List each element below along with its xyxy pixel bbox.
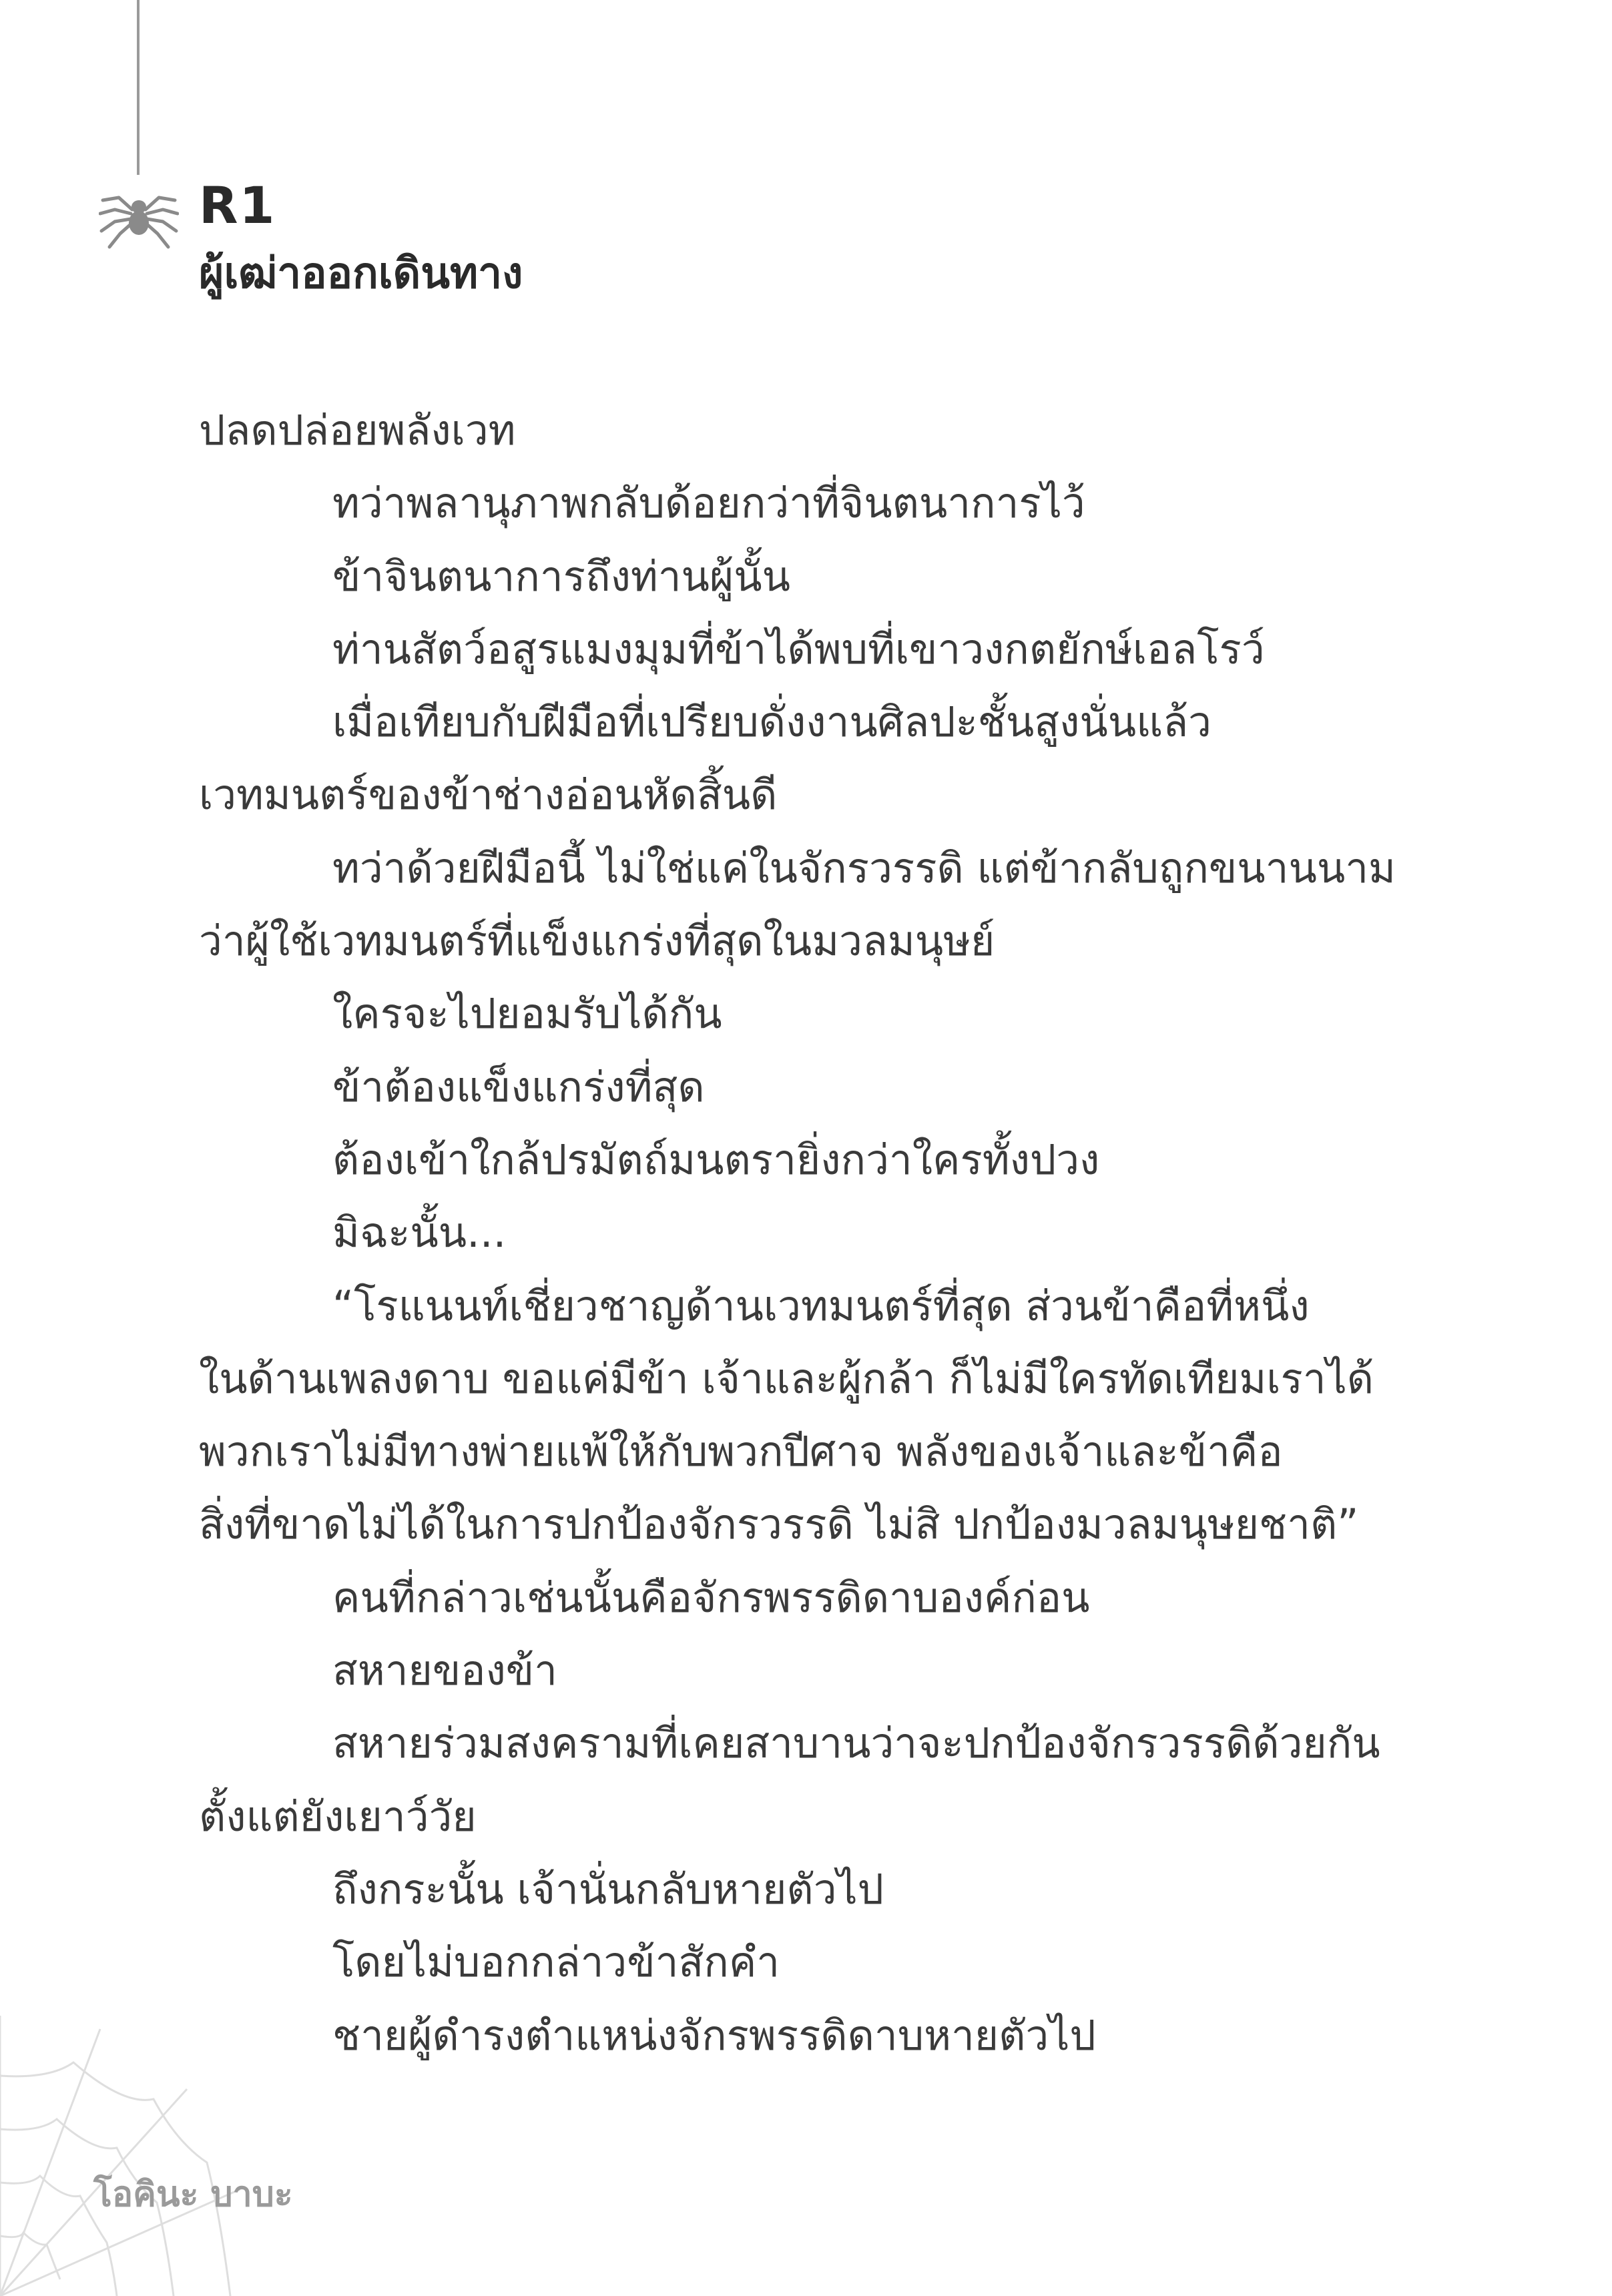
cobweb-icon — [0, 2016, 240, 2296]
text-line: เวทมนตร์ของข้าช่างอ่อนหัดสิ้นดี — [199, 770, 778, 820]
text-line: สหายของข้า — [332, 1646, 557, 1695]
text-line: ชายผู้ดำรงตำแหน่งจักรพรรดิดาบหายตัวไป — [332, 2010, 1096, 2060]
text-line: ทว่าพลานุภาพกลับด้อยกว่าที่จินตนาการไว้ — [332, 479, 1085, 528]
text-line: ปลดปล่อยพลังเวท — [199, 406, 516, 455]
text-line: ถึงกระนั้น เจ้านั่นกลับหายตัวไป — [332, 1864, 884, 1914]
text-line: เมื่อเทียบกับฝีมือที่เปรียบดั่งงานศิลปะชั้นสูงนั่นแล้ว — [332, 697, 1212, 747]
text-line: ท่านสัตว์อสูรแมงมุมที่ข้าได้พบที่เขาวงกตยักษ์เอลโรว์ — [332, 624, 1265, 673]
text-line: ตั้งแต่ยังเยาว์วัย — [199, 1791, 477, 1841]
text-line: พวกเราไม่มีทางพ่ายแพ้ให้กับพวกปีศาจ พลังของเจ้าและข้าคือ — [199, 1427, 1283, 1476]
body-text — [199, 394, 1414, 2072]
text-line: ในด้านเพลงดาบ ขอแค่มีข้า เจ้าและผู้กล้า ก็ไม่มีใครทัดเทียมเราได้ — [199, 1354, 1374, 1403]
text-line: “โรแนนท์เชี่ยวชาญด้านเวทมนตร์ที่สุด ส่วนข้าคือที่หนึ่ง — [332, 1281, 1310, 1330]
text-line: ทว่าด้วยฝีมือนี้ ไม่ใช่แค่ในจักรวรรดิ แต่ข้ากลับถูกขนานนาม — [332, 843, 1396, 892]
spider-thread — [137, 0, 140, 175]
text-line: คนที่กล่าวเช่นนั้นคือจักรพรรดิดาบองค์ก่อน — [332, 1572, 1090, 1622]
text-line: ข้าต้องแข็งแกร่งที่สุด — [332, 1062, 705, 1111]
text-line: สิ่งที่ขาดไม่ได้ในการปกป้องจักรวรรดิ ไม่สิ ปกป้องมวลมนุษยชาติ” — [199, 1500, 1359, 1549]
text-line: โดยไม่บอกกล่าวข้าสักคำ — [332, 1938, 780, 1987]
chapter-number: R1 — [199, 176, 276, 235]
chapter-title: ผู้เฒ่าออกเดินทาง — [199, 249, 523, 298]
text-line: สหายร่วมสงครามที่เคยสาบานว่าจะปกป้องจักรวรรดิด้วยกัน — [332, 1719, 1380, 1768]
text-line: มิฉะนั้น... — [332, 1208, 507, 1257]
text-line: ต้องเข้าใกล้ปรมัตถ์มนตรายิ่งกว่าใครทั้งปวง — [332, 1135, 1100, 1184]
text-line: ใครจะไปยอมรับได้กัน — [332, 989, 722, 1039]
spider-icon — [99, 175, 179, 255]
text-line: ข้าจินตนาการถึงท่านผู้นั้น — [332, 551, 790, 601]
text-line: ว่าผู้ใช้เวทมนตร์ที่แข็งแกร่งที่สุดในมวลมนุษย์ — [199, 916, 995, 966]
author-name: โอคินะ บาบะ — [93, 2175, 293, 2215]
